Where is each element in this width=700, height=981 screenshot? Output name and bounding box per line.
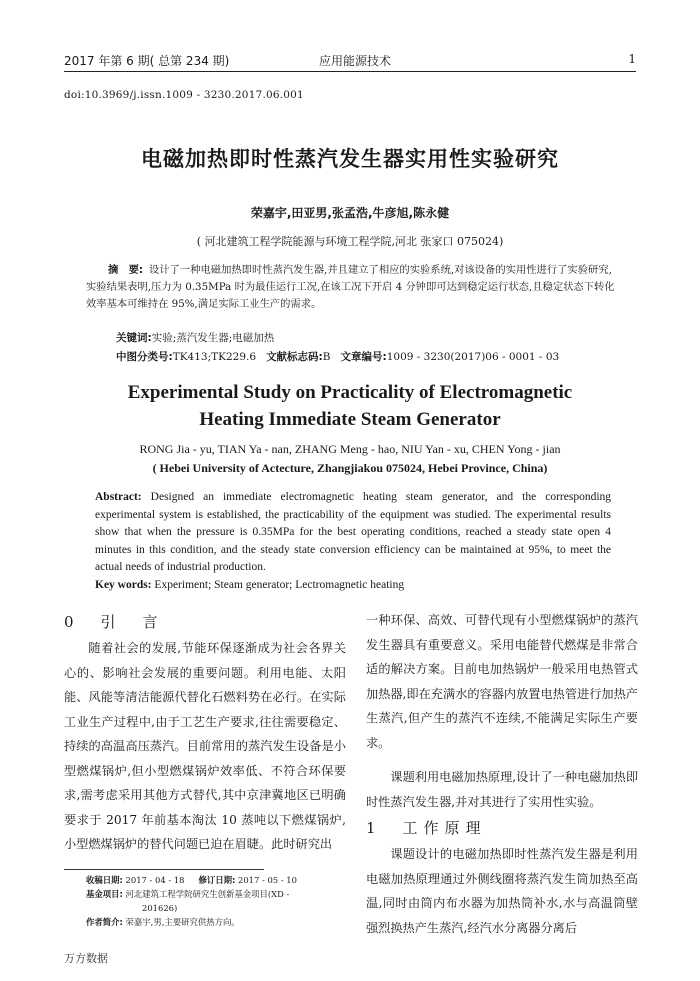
class-value: TK413;TK229.6	[172, 351, 257, 363]
header-rule	[64, 71, 636, 72]
body-column-left	[64, 608, 346, 857]
chinese-title: 电磁加热即时性蒸汽发生器实用性实验研究	[141, 147, 559, 171]
section-0-title: 0 引 言	[64, 613, 164, 631]
english-abstract-text: Designed an immediate electromagnetic heating steam generator, and the corresponding experimental system is established, the practicability of the equipment was studied. The experimental results show that when the pressure is 0.35MPa for the best operating conditions, reached a steady state open 4 minutes in this condition, and the steady state conversion efficiency can be maintained at 95%, to meet the actual needs of industrial production.	[95, 491, 612, 574]
footnote-fund	[86, 887, 348, 901]
english-keywords-text: Experiment; Steam generator; Lectromagnetic heating	[154, 579, 405, 591]
doc-code-value: B	[322, 351, 331, 363]
received-label: 收稿日期:	[86, 875, 123, 885]
section-1-paragraph-1: 课题设计的电磁加热即时性蒸汽发生器是利用电磁加热原理通过外侧线圈将蒸汽发生筒加热至高温,同时由筒内布水器为加热筒补水,水与高温筒壁强烈换热产生蒸汽,经汽水分离器分离后	[366, 847, 638, 935]
chinese-authors: 荣嘉宇,田亚男,张孟浩,牛彦旭,陈永健	[250, 206, 450, 220]
footnote-rule	[64, 869, 264, 870]
english-title-line1: Experimental Study on Practicality of Electromagnetic	[127, 382, 573, 403]
author-value: 荣嘉宇,男,主要研究供热方向。	[125, 917, 240, 927]
english-authors: RONG Jia - yu, TIAN Ya - nan, ZHANG Meng - hao, NIU Yan - xu, CHEN Yong - jian	[139, 442, 561, 456]
revised-value: 2017 - 05 - 10	[238, 875, 297, 885]
author-label: 作者简介:	[86, 917, 123, 927]
english-affiliation: ( Hebei University of Actecture, Zhangjiakou 075024, Hebei Province, China)	[152, 461, 548, 475]
running-header	[64, 52, 636, 72]
received-value: 2017 - 04 - 18	[125, 875, 185, 885]
wanfang-watermark: 万方数据	[64, 952, 108, 965]
footnote-author	[86, 915, 348, 929]
chinese-keywords-text: 实验;蒸汽发生器;电磁加热	[151, 332, 275, 344]
english-abstract-label: Abstract:	[95, 491, 142, 503]
footnote-dates	[86, 873, 348, 887]
footnotes	[86, 873, 348, 929]
english-title-line2: Heating Immediate Steam Generator	[199, 409, 501, 430]
page-number: 1	[628, 52, 636, 66]
class-label: 中图分类号:	[116, 351, 173, 363]
chinese-keywords-label: 关键词:	[116, 332, 152, 344]
chinese-abstract-label: 摘 要:	[108, 264, 144, 276]
chinese-abstract	[86, 262, 616, 313]
chinese-keywords	[116, 330, 274, 345]
english-keywords-label: Key words:	[95, 579, 152, 591]
section-0-paragraph-1-continued: 一种环保、高效、可替代现有小型燃煤锅炉的蒸汽发生器具有重要意义。采用电能替代燃煤是非常合适的解决方案。目前电加热锅炉一般采用电热管式加热器,即在充满水的容器内放置电热管进行加热产生蒸汽,但产生的蒸汽不连续,不能满足实际生产要求。	[366, 613, 638, 750]
fund-value-line2: 201626)	[142, 903, 178, 913]
english-keywords	[95, 579, 404, 591]
english-title	[0, 379, 700, 433]
chinese-affiliation: ( 河北建筑工程学院能源与环境工程学院,河北 张家口 075024)	[196, 235, 504, 248]
english-abstract	[95, 489, 611, 577]
section-0-paragraph-2: 课题利用电磁加热原理,设计了一种电磁加热即时性蒸汽发生器,并对其进行了实用性实验。	[366, 770, 639, 809]
classification-line	[116, 349, 559, 364]
section-1-title: 1 工作原理	[366, 819, 487, 837]
revised-label: 修订日期:	[198, 875, 236, 885]
doc-code-label: 文献标志码:	[266, 351, 323, 363]
chinese-abstract-text: 设计了一种电磁加热即时性蒸汽发生器,并且建立了相应的实验系统,对该设备的实用性进行了实验研究,实验结果表明,压力为 0.35MPa 时为最佳运行工况,在该工况下开启 4 分钟即可达到稳定运行状态,且稳定状态下转化效率基本可维持在 95%,满足实际工业生产的需求。	[86, 264, 615, 310]
body-column-right	[366, 608, 638, 940]
journal-name: 应用能源技术	[319, 54, 392, 68]
article-no-label: 文章编号:	[340, 351, 387, 363]
issue-info: 2017 年第 6 期( 总第 234 期)	[64, 54, 230, 68]
doi: doi:10.3969/j.issn.1009 - 3230.2017.06.001	[64, 89, 304, 101]
article-no-value: 1009 - 3230(2017)06 - 0001 - 03	[386, 351, 560, 363]
fund-value-line1: 河北建筑工程学院研究生创新基金项目(XD -	[125, 889, 290, 899]
section-0-paragraph-1: 随着社会的发展,节能环保逐渐成为社会各界关心的、影响社会发展的重要问题。利用电能、太阳能、风能等清洁能源代替化石燃料势在必行。在实际工业生产过程中,由于工艺生产要求,往往需要稳定、持续的高温高压蒸汽。目前常用的蒸汽发生设备是小型燃煤锅炉,但小型燃煤锅炉效率低、不符合环保要求,需考虑采用其他方式替代,其中京津冀地区已明确要求于 2017 年前基本淘汰 10 蒸吨以下燃煤锅炉,小型燃煤锅炉的替代问题已迫在眉睫。此时研究出	[64, 641, 346, 851]
fund-label: 基金项目:	[86, 889, 123, 899]
